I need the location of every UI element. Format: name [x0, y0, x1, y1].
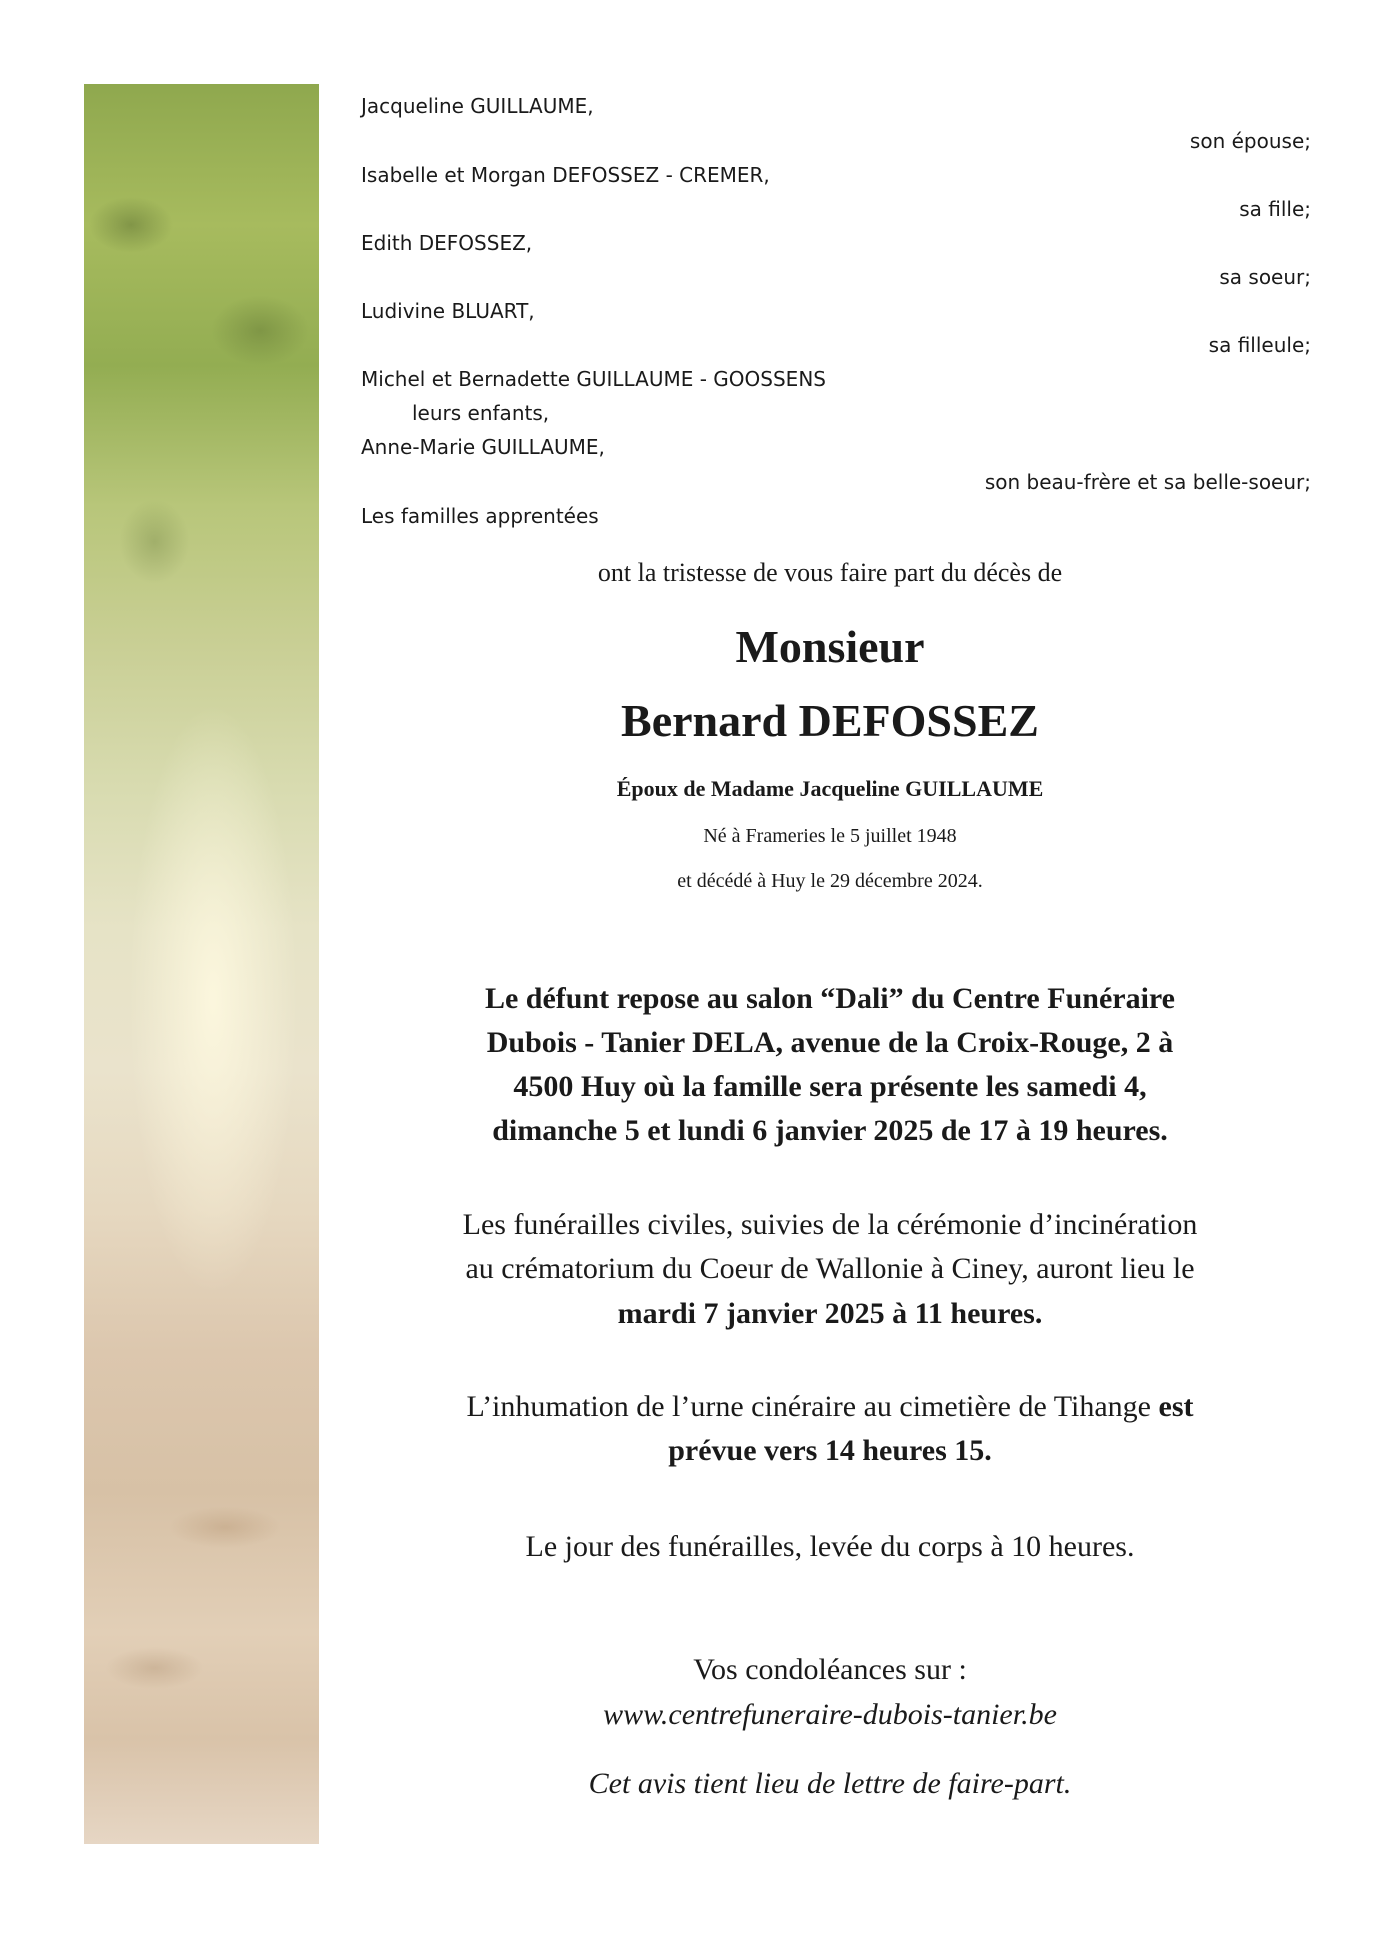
repose-line: 4500 Huy où la famille sera présente les samedi 4, [513, 1070, 1147, 1103]
family-line: Ludivine BLUART, [361, 299, 535, 323]
funerals-line: Les funérailles civiles, suivies de la cérémonie d’incinération [462, 1208, 1198, 1241]
family-line: Michel et Bernadette GUILLAUME - GOOSSENS [361, 367, 826, 391]
family-relation: son épouse; [1189, 129, 1311, 153]
levee-info: Le jour des funérailles, levée du corps à 10 heures. [525, 1530, 1135, 1563]
family-relation: sa filleule; [1208, 333, 1311, 357]
burial-text-bold: est [1158, 1390, 1194, 1423]
funerals-date: mardi 7 janvier 2025 à 11 heures. [617, 1297, 1043, 1330]
death-info: et décédé à Huy le 29 décembre 2024. [677, 870, 983, 892]
condolences-label: Vos condoléances sur : [693, 1653, 967, 1686]
family-relation: sa fille; [1239, 197, 1311, 221]
deceased-spouse: Époux de Madame Jacqueline GUILLAUME [616, 776, 1044, 801]
nature-photo-strip [84, 84, 319, 1844]
repose-line: Dubois - Tanier DELA, avenue de la Croix-Rouge, 2 à [486, 1026, 1174, 1059]
family-line: Isabelle et Morgan DEFOSSEZ - CREMER, [361, 163, 770, 187]
deceased-name: Bernard DEFOSSEZ [621, 695, 1039, 746]
announcement: ont la tristesse de vous faire part du décès de [597, 558, 1063, 587]
family-relation: sa soeur; [1219, 265, 1311, 289]
family-line: Edith DEFOSSEZ, [361, 231, 533, 255]
family-line: Les familles apprentées [361, 504, 599, 528]
funerals-line: au crématorium du Coeur de Wallonie à Ciney, auront lieu le [465, 1252, 1195, 1285]
burial-time: prévue vers 14 heures 15. [668, 1434, 992, 1467]
burial-line [330, 1390, 1330, 1424]
repose-line: dimanche 5 et lundi 6 janvier 2025 de 17 à 19 heures. [492, 1114, 1168, 1147]
family-relation: son beau-frère et sa belle-soeur; [984, 470, 1311, 494]
family-line: leurs enfants, [412, 401, 550, 425]
family-line: Anne-Marie GUILLAUME, [361, 435, 605, 459]
burial-text: L’inhumation de l’urne cinéraire au cimetière de Tihange [466, 1390, 1159, 1423]
repose-line: Le défunt repose au salon “Dali” du Centre Funéraire [484, 982, 1175, 1015]
birth-info: Né à Frameries le 5 juillet 1948 [703, 825, 957, 847]
family-line: Jacqueline GUILLAUME, [361, 94, 594, 118]
deceased-title: Monsieur [735, 621, 925, 672]
footer-note: Cet avis tient lieu de lettre de faire-part. [588, 1767, 1072, 1800]
condolences-url[interactable]: www.centrefuneraire-dubois-tanier.be [603, 1698, 1057, 1731]
